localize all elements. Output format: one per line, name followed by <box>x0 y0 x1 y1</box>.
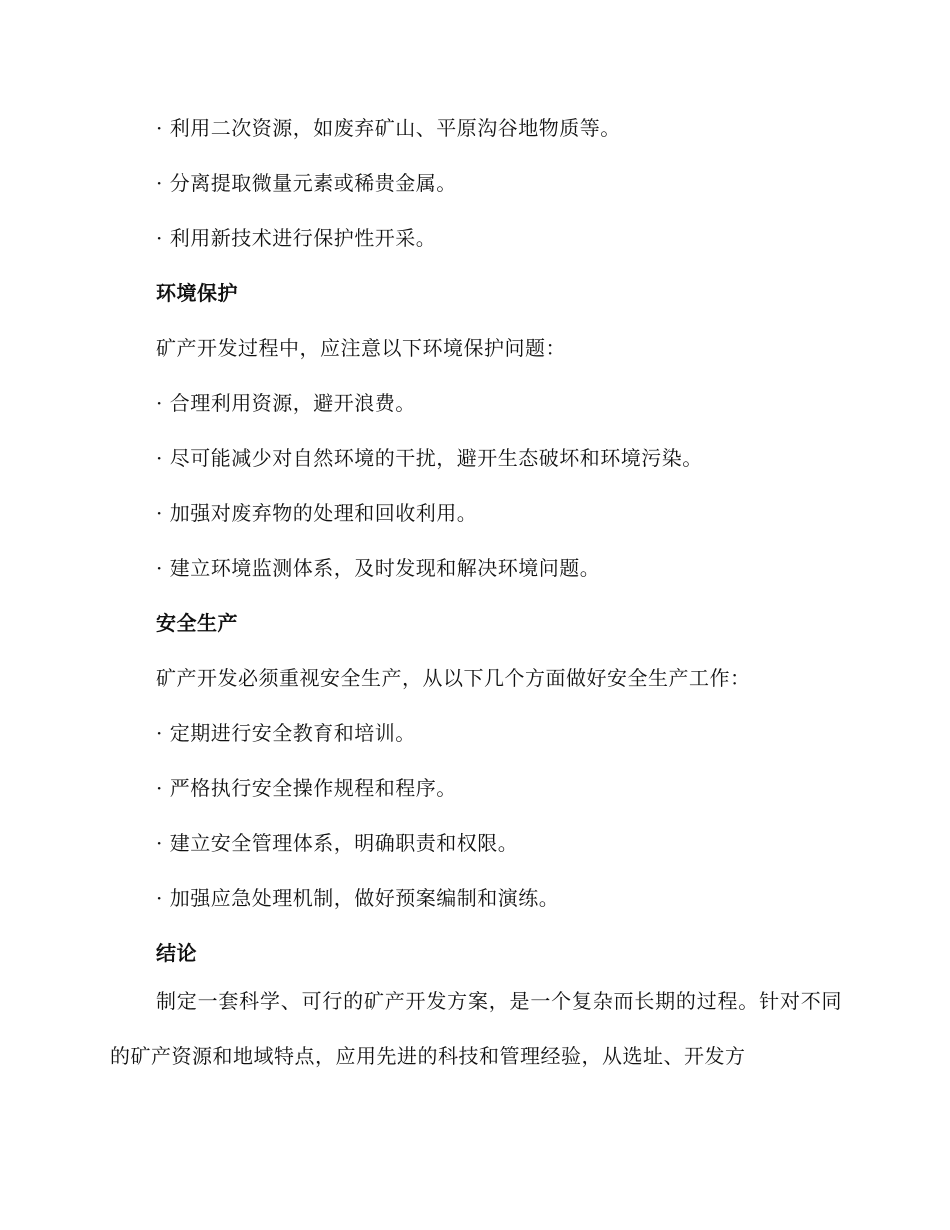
list-item: · 利用二次资源，如废弃矿山、平原沟谷地物质等。 <box>156 116 621 140</box>
list-item: · 合理利用资源，避开浪费。 <box>156 391 416 415</box>
section-heading-conclusion: 结论 <box>156 941 197 965</box>
conclusion-paragraph: 制定一套科学、可行的矿产开发方案，是一个复杂而长期的过程。针对不同的矿产资源和地域特点，应用先进的科技和管理经验，从选址、开发方 <box>110 989 842 1068</box>
list-item: · 加强应急处理机制，做好预案编制和演练。 <box>156 886 560 910</box>
list-item: · 分离提取微量元素或稀贵金属。 <box>156 171 457 195</box>
section-intro-safety: 矿产开发必须重视安全生产，从以下几个方面做好安全生产工作： <box>156 666 751 690</box>
list-item: · 定期进行安全教育和培训。 <box>156 721 416 745</box>
list-item: · 尽可能减少对自然环境的干扰，避开生态破坏和环境污染。 <box>156 446 703 470</box>
section-heading-safety: 安全生产 <box>156 611 238 635</box>
section-intro-environment: 矿产开发过程中，应注意以下环境保护问题： <box>156 336 566 360</box>
list-item: · 加强对废弃物的处理和回收利用。 <box>156 501 478 525</box>
list-item: · 建立环境监测体系，及时发现和解决环境问题。 <box>156 556 601 580</box>
section-heading-environment: 环境保护 <box>156 281 238 305</box>
list-item: · 建立安全管理体系，明确职责和权限。 <box>156 831 519 855</box>
list-item: · 利用新技术进行保护性开采。 <box>156 226 437 250</box>
list-item: · 严格执行安全操作规程和程序。 <box>156 776 457 800</box>
